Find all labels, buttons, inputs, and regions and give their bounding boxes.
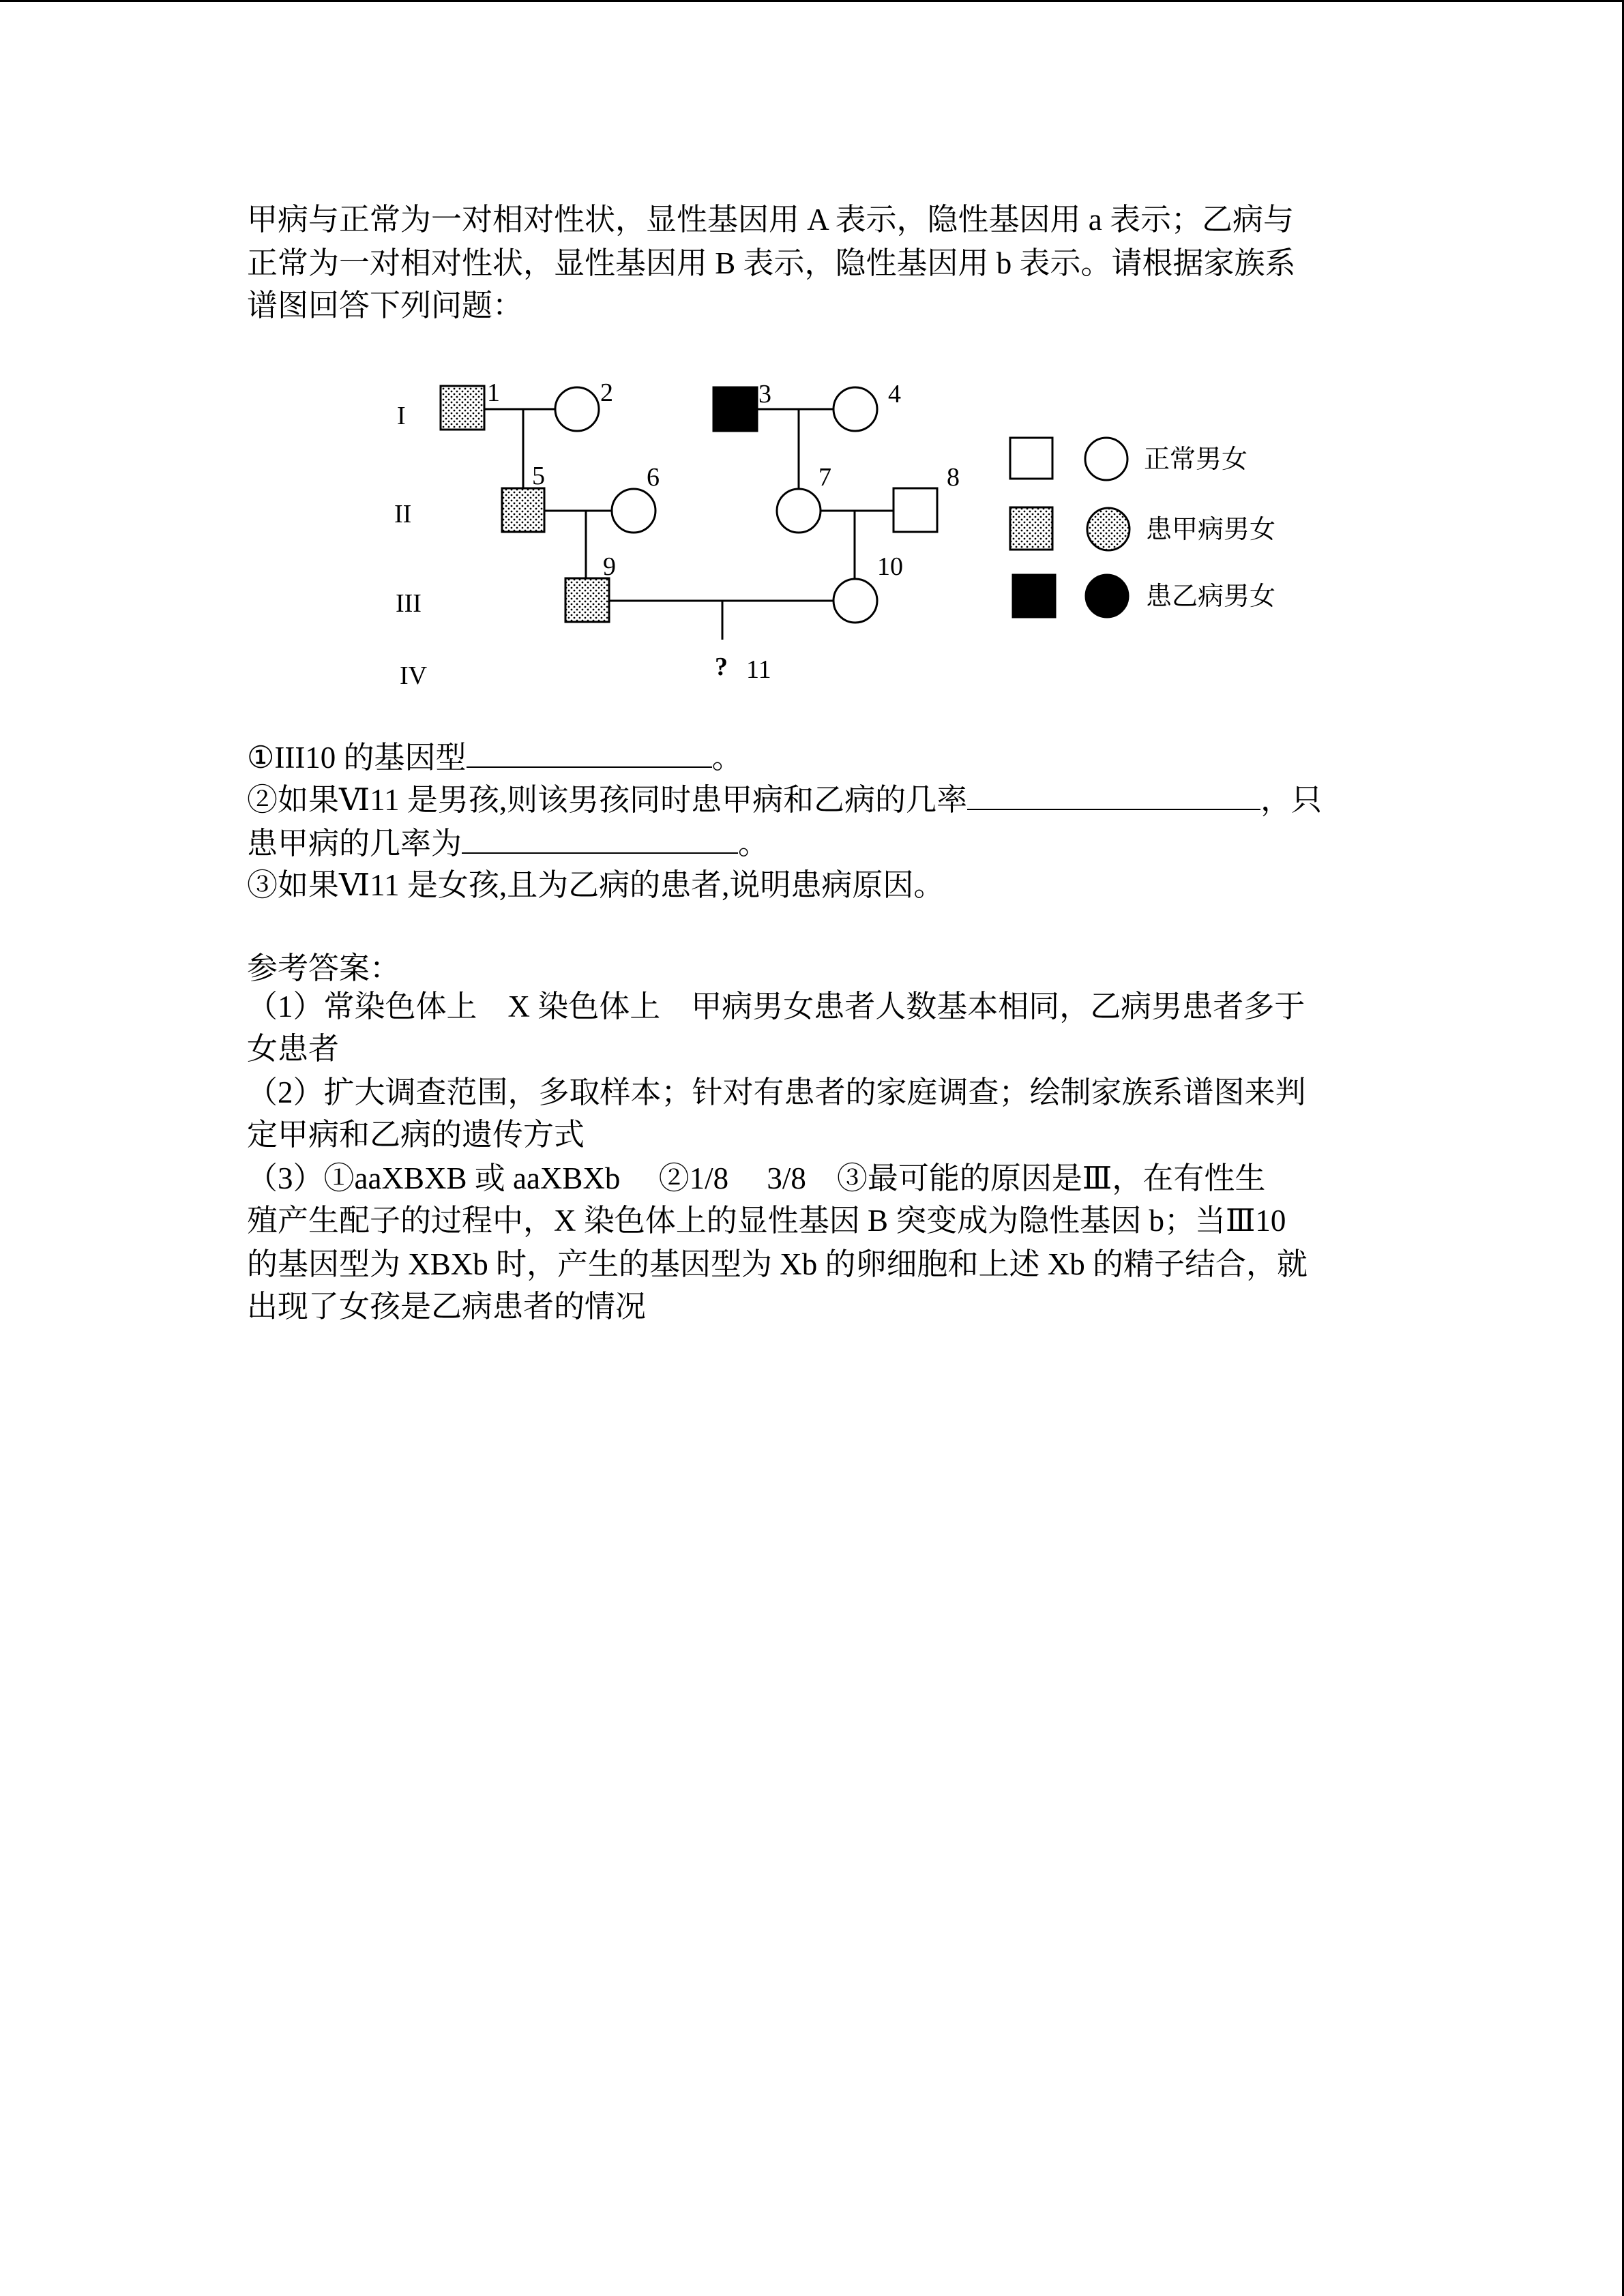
answer-1-line-2: 女患者 xyxy=(247,1032,340,1066)
legend-normal-label: 正常男女 xyxy=(1144,445,1248,474)
intro-line-3: 谱图回答下列问题： xyxy=(247,288,524,323)
legend-normal-male-symbol xyxy=(1010,438,1052,479)
legend-disease-b-female-symbol xyxy=(1086,575,1128,617)
individual-10-normal-female xyxy=(833,579,877,623)
individual-1-affected-a-male xyxy=(441,386,484,430)
answer-2-line-2: 定甲病和乙病的遗传方式 xyxy=(247,1118,585,1152)
question-2-text: ②如果Ⅵ11 是男孩,则该男孩同时患甲病和乙病的几率 xyxy=(247,783,968,817)
generation-label-iii: III xyxy=(396,589,422,618)
question-3: ③如果Ⅵ11 是女孩,且为乙病的患者,说明患病原因。 xyxy=(247,868,945,902)
individual-number-5: 5 xyxy=(532,462,545,490)
answer-3-line-2: 殖产生配子的过程中，X 染色体上的显性基因 B 突变成为隐性基因 b；当Ⅲ10 xyxy=(247,1204,1286,1238)
individual-5-affected-a-male xyxy=(502,488,544,532)
legend-disease-b-label: 患乙病男女 xyxy=(1146,582,1276,611)
question-2-mid: ，只 xyxy=(1260,783,1323,817)
intro-line-2: 正常为一对相对性状，显性基因用 B 表示，隐性基因用 b 表示。请根据家族系 xyxy=(247,246,1296,280)
question-2-line-2-text: 患甲病的几率为 xyxy=(247,826,462,861)
individual-number-2: 2 xyxy=(600,378,613,407)
question-1-answer-blank[interactable] xyxy=(467,736,712,768)
answer-1-line-1: （1）常染色体上 X 染色体上 甲病男女患者人数基本相同，乙病男患者多于 xyxy=(247,989,1305,1024)
question-2-line-2 xyxy=(247,822,1379,864)
question-2-end: 。 xyxy=(738,826,769,861)
pedigree-lines xyxy=(484,409,894,640)
legend-disease-a-label: 患甲病男女 xyxy=(1146,516,1276,544)
question-2-line-1 xyxy=(247,779,1379,820)
legend-disease-b-male-symbol xyxy=(1013,575,1055,617)
individual-number-4: 4 xyxy=(888,380,901,408)
answer-3-line-3: 的基因型为 XBXb 时，产生的基因型为 Xb 的卵细胞和上述 Xb 的精子结合，就 xyxy=(247,1247,1308,1281)
individual-11-unknown: ? xyxy=(715,653,728,681)
legend-disease-a-female-symbol xyxy=(1087,508,1130,550)
question-2-both-probability-blank[interactable] xyxy=(967,779,1260,810)
answer-3-line-1: （3）①aaXBXB 或 aaXBXb ②1/8 3/8 ③最可能的原因是Ⅲ，在有性生 xyxy=(247,1161,1266,1195)
answer-3-line-4: 出现了女孩是乙病患者的情况 xyxy=(247,1289,647,1324)
answer-2-line-1: （2）扩大调查范围，多取样本；针对有患者的家庭调查；绘制家族系谱图来判 xyxy=(247,1075,1306,1109)
intro-line-1: 甲病与正常为一对相对性状，显性基因用 A 表示，隐性基因用 a 表示；乙病与 xyxy=(247,203,1294,237)
individual-number-3: 3 xyxy=(758,380,771,408)
individual-4-normal-female xyxy=(833,387,877,431)
individual-number-10: 10 xyxy=(877,552,903,581)
individual-3-affected-b-male xyxy=(713,387,757,431)
individual-number-11: 11 xyxy=(746,655,771,684)
individual-6-normal-female xyxy=(612,489,655,533)
generation-label-ii: II xyxy=(394,500,412,528)
legend-normal-female-symbol xyxy=(1085,438,1127,480)
generation-label-i: I xyxy=(397,402,406,430)
individual-number-1: 1 xyxy=(487,378,500,407)
question-1-text: ①III10 的基因型 xyxy=(247,741,467,775)
individual-number-9: 9 xyxy=(603,552,616,581)
generation-label-iv: IV xyxy=(400,661,428,690)
individual-2-normal-female xyxy=(555,387,599,431)
individual-number-6: 6 xyxy=(647,463,660,492)
answer-heading: 参考答案： xyxy=(247,951,401,985)
question-1-end: 。 xyxy=(711,741,743,775)
pedigree-diagram xyxy=(0,0,1624,723)
individual-7-normal-female xyxy=(777,489,821,533)
question-2-only-a-probability-blank[interactable] xyxy=(462,822,738,854)
individual-number-8: 8 xyxy=(947,463,960,492)
individual-9-affected-a-male xyxy=(565,578,609,622)
individual-8-normal-male xyxy=(894,488,937,532)
legend-disease-a-male-symbol xyxy=(1010,507,1052,550)
individual-number-7: 7 xyxy=(818,463,831,492)
question-1 xyxy=(247,736,1379,778)
